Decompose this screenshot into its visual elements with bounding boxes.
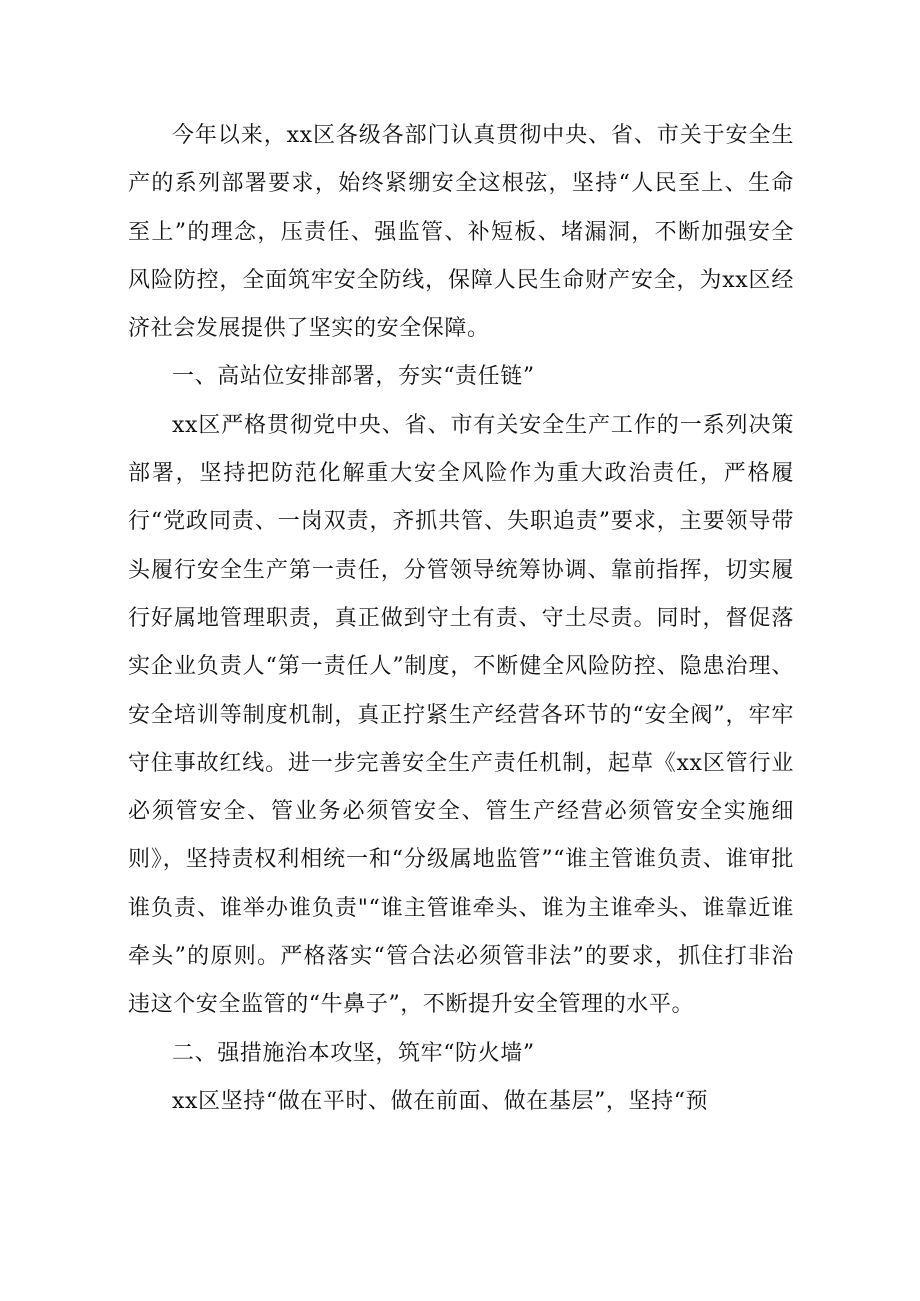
section-2-paragraph: xx区坚持“做在平时、做在前面、做在基层”，坚持“预 bbox=[172, 1088, 709, 1114]
section-heading-1: 一、高站位安排部署，夯实“责任链” bbox=[172, 364, 535, 390]
section-heading-2: 二、强措施治本攻坚，筑牢“防火墙” bbox=[172, 1040, 535, 1066]
document-body bbox=[128, 112, 794, 1126]
intro-paragraph: 今年以来，xx区各级各部门认真贯彻中央、省、市关于安全生产的系列部署要求，始终紧绷安全这根弦，坚持“人民至上、生命至上”的理念，压责任、强监管、补短板、堵漏洞，不断加强安全风险防控，全面筑牢安全防线，保障人民生命财产安全，为xx区经济社会发展提供了坚实的安全保障。 bbox=[128, 123, 794, 342]
section-1-paragraph: xx区严格贯彻党中央、省、市有关安全生产工作的一系列决策部署，坚持把防范化解重大安全风险作为重大政治责任，严格履行“党政同责、一岗双责，齐抓共管、失职追责”要求，主要领导带头履行安全生产第一责任，分管领导统筹协调、靠前指挥，切实履行好属地管理职责，真正做到守土有责、守土尽责。同时，督促落实企业负责人“第一责任人”制度，不断健全风险防控、隐患治理、安全培训等制度机制，真正拧紧生产经营各环节的“安全阀”，牢牢守住事故红线。进一步完善安全生产责任机制，起草《xx区管行业必须管安全、管业务必须管安全、管生产经营必须管安全实施细则》，坚持责权利相统一和“分级属地监管”“谁主管谁负责、谁审批谁负责、谁举办谁负责"“谁主管谁牵头、谁为主谁牵头、谁靠近谁牵头”的原则。严格落实“管合法必须管非法”的要求，抓住打非治违这个安全监管的“牛鼻子”，不断提升安全管理的水平。 bbox=[128, 412, 794, 1018]
